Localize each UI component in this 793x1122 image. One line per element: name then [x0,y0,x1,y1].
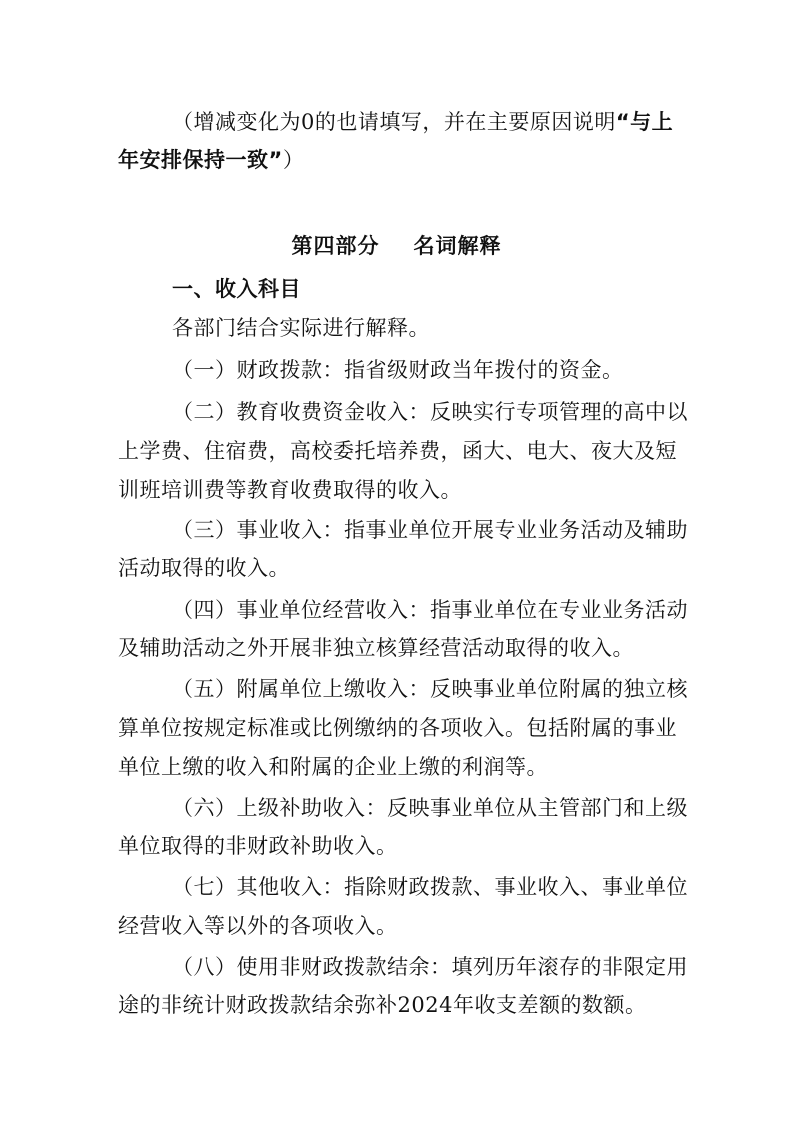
paragraph-line: （六）上级补助收入：反映事业单位从主管部门和上级 [172,796,688,820]
paragraph-line: 算单位按规定标准或比例缴纳的各项收入。包括附属的事业 [118,716,677,740]
paragraph-line: 经营收入等以外的各项收入。 [118,914,398,938]
intro-quote-end: 年安排保持一致” [118,148,283,172]
intro-line-2 [118,145,304,175]
paragraph-line: 单位上缴的收入和附属的企业上缴的利润等。 [118,755,548,779]
section-part: 第四部分 [291,234,380,258]
paragraph-line: 活动取得的收入。 [118,556,290,580]
paragraph-line: （一）财政拨款：指省级财政当年拨付的资金。 [172,358,624,382]
paragraph-line: 单位取得的非财政补助收入。 [118,834,398,858]
paragraph-line: 上学费、住宿费，高校委托培养费，函大、电大、夜大及短 [118,439,677,463]
paragraph-line: （二）教育收费资金收入：反映实行专项管理的高中以 [172,400,688,424]
paragraph-line: （五）附属单位上缴收入：反映事业单位附属的独立核 [172,677,688,701]
paragraph-line: 途的非统计财政拨款结余弥补2024年收支差额的数额。 [118,993,647,1017]
paragraph-line: （七）其他收入：指除财政拨款、事业收入、事业单位 [172,875,688,899]
paragraph-line: （三）事业收入：指事业单位开展专业业务活动及辅助 [172,518,688,542]
intro-quote-start: “与上 [615,110,674,134]
intro-line-1 [172,107,673,137]
subsection-title: 一、收入科目 [172,277,301,301]
paragraph-line: 及辅助活动之外开展非独立核算经营活动取得的收入。 [118,636,634,660]
paragraph-line: 各部门结合实际进行解释。 [172,316,430,340]
intro-close-paren: ） [282,148,305,172]
intro-text: （增减变化为0的也请填写，并在主要原因说明 [172,110,616,134]
section-name: 名词解释 [413,234,502,258]
section-title [0,231,793,261]
paragraph-line: 训班培训费等教育收费取得的收入。 [118,478,462,502]
paragraph-line: （八）使用非财政拨款结余：填列历年滚存的非限定用 [172,955,688,979]
paragraph-line: （四）事业单位经营收入：指事业单位在专业业务活动 [172,598,688,622]
